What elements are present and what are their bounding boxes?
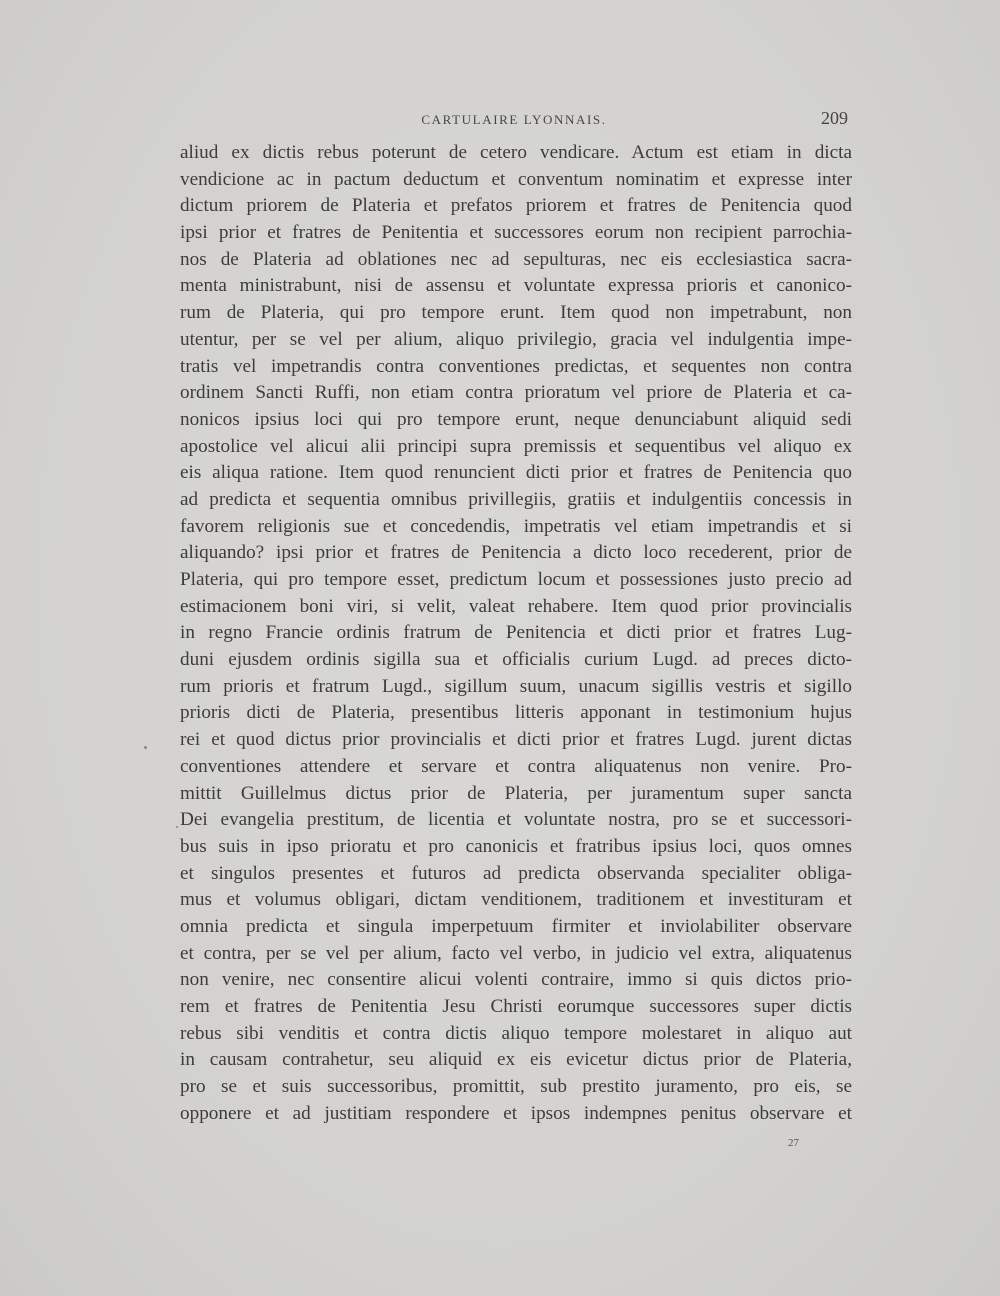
text-line: rum de Plateria, qui pro tempore erunt. Item quod non impetrabunt, non	[180, 302, 852, 324]
text-line: ordinem Sancti Ruffi, non etiam contra prioratum vel priore de Plateria et ca-	[180, 382, 852, 404]
text-line: in causam contrahetur, seu aliquid ex eis evicetur dictus prior de Plateria,	[180, 1049, 852, 1071]
text-line: tratis vel impetrandis contra conventiones predictas, et sequentes non contra	[180, 355, 852, 377]
text-line: rum prioris et fratrum Lugd., sigillum suum, unacum sigillis vestris et sigillo	[180, 675, 852, 697]
text-line: opponere et ad justitiam respondere et ipsos indempnes penitus observare et	[180, 1102, 852, 1124]
text-line: apostolice vel alicui alii principi supra premissis et sequentibus vel aliquo ex	[180, 435, 852, 457]
signature-mark: 27	[788, 1137, 799, 1149]
text-line: et singulos presentes et futuros ad predicta observanda specialiter obliga-	[180, 862, 852, 884]
paper-speck	[144, 746, 147, 749]
text-line: rei et quod dictus prior provincialis et dicti prior et fratres Lugd. jurent dictas	[180, 729, 852, 751]
text-line: eis aliqua ratione. Item quod renuncient dicti prior et fratres de Penitencia quo	[180, 462, 852, 484]
text-line: Plateria, qui pro tempore esset, predictum locum et possessiones justo precio ad	[180, 569, 852, 590]
text-line: conventiones attendere et servare et contra aliquatenus non venire. Pro-	[180, 755, 852, 777]
text-line: dictum priorem de Plateria et prefatos priorem et fratres de Penitencia quod	[180, 195, 852, 217]
text-line: bus suis in ipso prioratu et pro canonicis et fratribus ipsius loci, quos omnes	[180, 835, 852, 857]
text-line: duni ejusdem ordinis sigilla sua et officialis curium Lugd. ad preces dicto-	[180, 649, 852, 671]
text-line: non venire, nec consentire alicui volenti contraire, immo si quis dictos prio-	[180, 969, 852, 991]
text-line: nonicos ipsius loci qui pro tempore erunt, neque denunciabunt aliquid sedi	[180, 408, 852, 430]
page-number: 209	[821, 108, 848, 128]
running-title: CARTULAIRE LYONNAIS.	[421, 112, 607, 127]
text-line: vendicione ac in pactum deductum et conventum nominatim et expresse inter	[180, 168, 852, 190]
text-line: utentur, per se vel per alium, aliquo privilegio, gracia vel indulgentia impe-	[180, 328, 852, 350]
text-line: pro se et suis successoribus, promittit, sub prestito juramento, pro eis, se	[180, 1076, 852, 1098]
text-line: ipsi prior et fratres de Penitentia et successores eorum non recipient parrochia-	[180, 222, 852, 244]
text-line: in regno Francie ordinis fratrum de Penitencia et dicti prior et fratres Lug-	[180, 622, 852, 644]
text-line: ad predicta et sequentia omnibus privillegiis, gratiis et indulgentiis concessis in	[180, 488, 852, 510]
text-line: prioris dicti de Plateria, presentibus litteris apponant in testimonium hujus	[180, 702, 852, 724]
body-text	[180, 140, 852, 1127]
text-line: aliud ex dictis rebus poterunt de cetero vendicare. Actum est etiam in dicta	[180, 142, 852, 163]
text-line: rem et fratres de Penitentia Jesu Christi eorumque successores super dictis	[180, 996, 852, 1017]
text-line: mus et volumus obligari, dictam venditionem, traditionem et investituram et	[180, 889, 852, 911]
text-line: Dei evangelia prestitum, de licentia et voluntate nostra, pro se et successori-	[180, 809, 852, 831]
paper-speck	[176, 826, 178, 828]
text-line: menta ministrabunt, nisi de assensu et voluntate expressa prioris et canonico-	[180, 275, 852, 297]
text-line: mittit Guillelmus dictus prior de Plateria, per juramentum super sancta	[180, 782, 852, 804]
text-line: estimacionem boni viri, si velit, valeat rehabere. Item quod prior provincialis	[180, 595, 852, 617]
text-line: favorem religionis sue et concedendis, impetratis vel etiam impetrandis et si	[180, 515, 852, 537]
text-line: nos de Plateria ad oblationes nec ad sepulturas, nec eis ecclesiastica sacra-	[180, 248, 852, 270]
running-head	[178, 106, 850, 136]
text-line: rebus sibi venditis et contra dictis aliquo tempore molestaret in aliquo aut	[180, 1022, 852, 1044]
text-line: et contra, per se vel per alium, facto vel verbo, in judicio vel extra, aliquatenus	[180, 942, 852, 964]
text-line: omnia predicta et singula imperpetuum firmiter et inviolabiliter observare	[180, 915, 852, 937]
text-line: aliquando? ipsi prior et fratres de Penitencia a dicto loco recederent, prior de	[180, 542, 852, 564]
